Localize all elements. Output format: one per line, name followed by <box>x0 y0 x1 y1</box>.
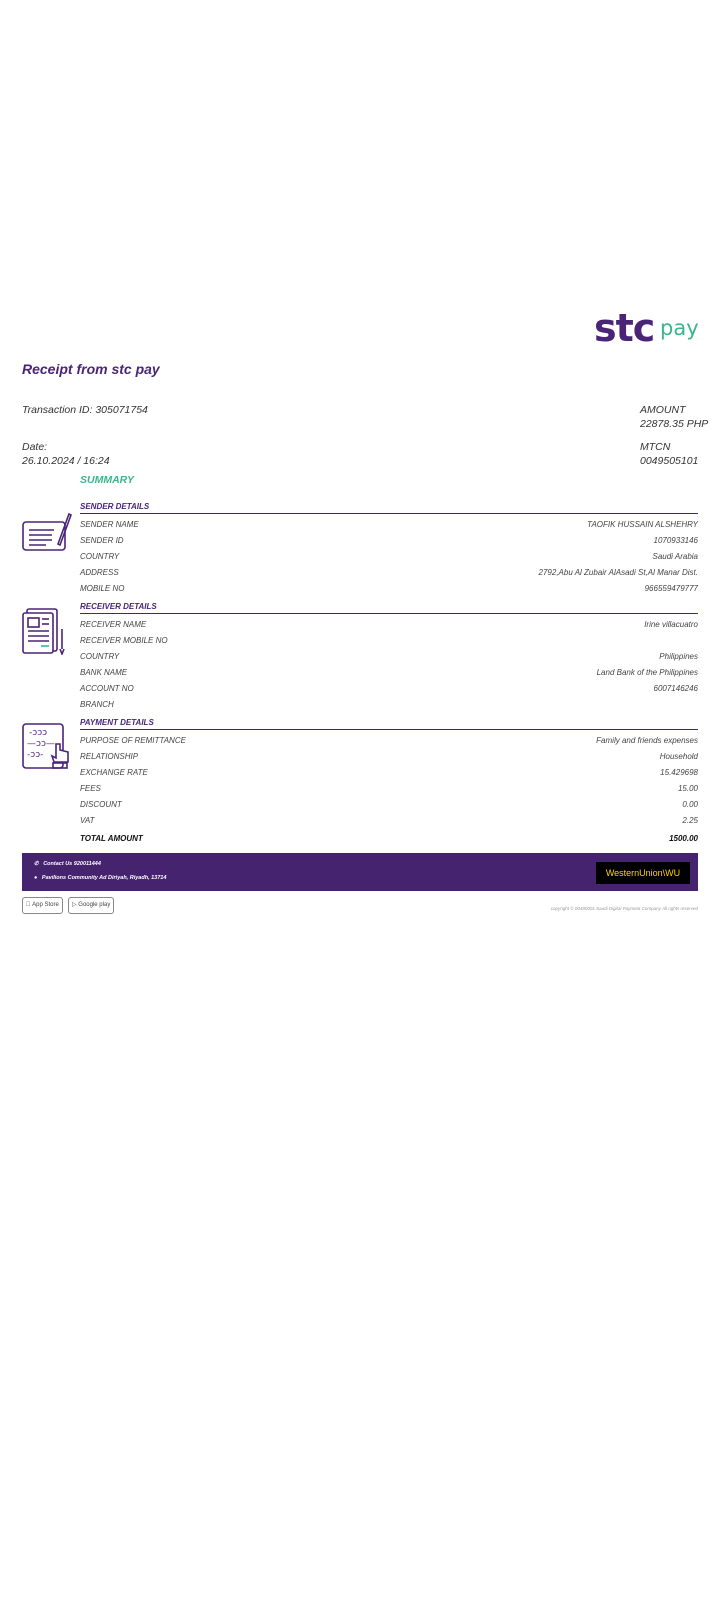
receiver-row-label: COUNTRY <box>80 652 120 661</box>
payment-row-label: VAT <box>80 816 95 825</box>
payment-row <box>80 816 698 828</box>
logo-pay-text: pay <box>660 316 699 340</box>
address-line <box>34 875 166 881</box>
receipt-title: Receipt from stc pay <box>22 361 160 377</box>
svg-text:—ɔɔ—: —ɔɔ— <box>27 739 55 749</box>
western-union-logo: WesternUnion\WU <box>596 862 690 884</box>
sender-row-value: TAOFIK HUSSAIN ALSHEHRY <box>587 520 698 529</box>
payment-details-heading: PAYMENT DETAILS <box>80 718 698 730</box>
payment-row-value: 15.00 <box>677 784 698 793</box>
mtcn-value: 0049505101 <box>640 455 699 467</box>
mtcn-label: MTCN <box>640 441 671 453</box>
payment-row-label: DISCOUNT <box>80 800 122 809</box>
receiver-row <box>80 700 698 712</box>
sender-row-label: SENDER NAME <box>80 520 139 529</box>
stc-pay-logo <box>594 306 702 352</box>
app-store-badge[interactable] <box>22 897 63 914</box>
contact-text: Contact Us 920011444 <box>43 861 101 867</box>
transaction-id: Transaction ID: 305071754 <box>22 404 148 416</box>
apple-icon <box>26 902 31 908</box>
sender-row <box>80 536 698 548</box>
receiver-row <box>80 652 698 664</box>
receiver-row-value: 6007146246 <box>653 684 698 693</box>
receiver-row <box>80 620 698 632</box>
receiver-row <box>80 636 698 648</box>
sender-row-value: 2792,Abu Al Zubair AlAsadi St,Al Manar Dist. <box>538 568 698 577</box>
sender-row-value: Saudi Arabia <box>652 552 698 561</box>
svg-text:-ɔɔɔ: -ɔɔɔ <box>29 728 48 738</box>
summary-heading: SUMMARY <box>80 474 135 486</box>
date-label: Date: <box>22 441 48 453</box>
logo-stc-text: stc <box>594 306 655 350</box>
sender-row-label: MOBILE NO <box>80 584 125 593</box>
sender-details-heading: SENDER DETAILS <box>80 502 698 514</box>
receiver-row-value: Irine villacuatro <box>644 620 698 629</box>
receiver-row-label: BANK NAME <box>80 668 128 677</box>
copyright-text: copyright © 00490001 Saudi Digital Payment Company All rights reserved <box>550 906 698 911</box>
svg-text:-ɔɔ-: -ɔɔ- <box>27 750 44 760</box>
google-play-text: Google play <box>78 902 111 908</box>
payment-row <box>80 736 698 748</box>
payment-row-value: 0.00 <box>682 800 698 809</box>
receiver-document-icon <box>22 607 68 660</box>
receiver-row-label: BRANCH <box>80 700 114 709</box>
receiver-row-label: RECEIVER MOBILE NO <box>80 636 168 645</box>
payment-checklist-icon <box>22 722 70 777</box>
play-icon: ▷ <box>72 902 77 908</box>
google-play-badge[interactable] <box>68 897 114 914</box>
payment-row-label: RELATIONSHIP <box>80 752 139 761</box>
amount-label: AMOUNT <box>640 404 686 416</box>
contact-line <box>34 861 101 867</box>
sender-row-value: 1070933146 <box>653 536 698 545</box>
receiver-row-value: Land Bank of the Philippines <box>596 668 698 677</box>
sender-row <box>80 568 698 580</box>
payment-row <box>80 800 698 812</box>
payment-row <box>80 784 698 796</box>
payment-row-label: EXCHANGE RATE <box>80 768 148 777</box>
payment-row <box>80 768 698 780</box>
total-amount-label: TOTAL AMOUNT <box>80 834 143 843</box>
receiver-details-heading: RECEIVER DETAILS <box>80 602 698 614</box>
app-store-text: App Store <box>26 902 53 908</box>
amount-value: 22878.35 PHP <box>640 418 709 430</box>
payment-row-value: 2.25 <box>682 816 698 825</box>
payment-row-label: PURPOSE OF REMITTANCE <box>80 736 186 745</box>
payment-row-value: Family and friends expenses <box>596 736 698 745</box>
receiver-row-label: ACCOUNT NO <box>80 684 134 693</box>
footer-bar <box>22 853 698 891</box>
date-value: 26.10.2024 / 16:24 <box>22 455 110 467</box>
payment-row <box>80 752 698 764</box>
sender-row <box>80 520 698 532</box>
address-text: Pavilions Community Ad Diriyah, Riyadh, 13714 <box>41 875 167 881</box>
signature-document-icon <box>22 510 72 559</box>
payment-row-value: 15.429698 <box>660 768 698 777</box>
location-pin-icon: ● <box>34 875 38 881</box>
receiver-row-value: Philippines <box>659 652 698 661</box>
sender-row <box>80 552 698 564</box>
receiver-row-label: RECEIVER NAME <box>80 620 147 629</box>
payment-row-value: Household <box>659 752 698 761</box>
receiver-row <box>80 668 698 680</box>
sender-row <box>80 584 698 596</box>
receiver-row <box>80 684 698 696</box>
sender-row-label: SENDER ID <box>80 536 124 545</box>
total-amount-value: 1500.00 <box>669 834 698 843</box>
phone-icon: ✆ <box>34 861 39 867</box>
total-amount-row <box>80 834 698 846</box>
sender-row-value: 966559479777 <box>644 584 698 593</box>
payment-row-label: FEES <box>80 784 101 793</box>
sender-row-label: ADDRESS <box>80 568 119 577</box>
sender-row-label: COUNTRY <box>80 552 120 561</box>
